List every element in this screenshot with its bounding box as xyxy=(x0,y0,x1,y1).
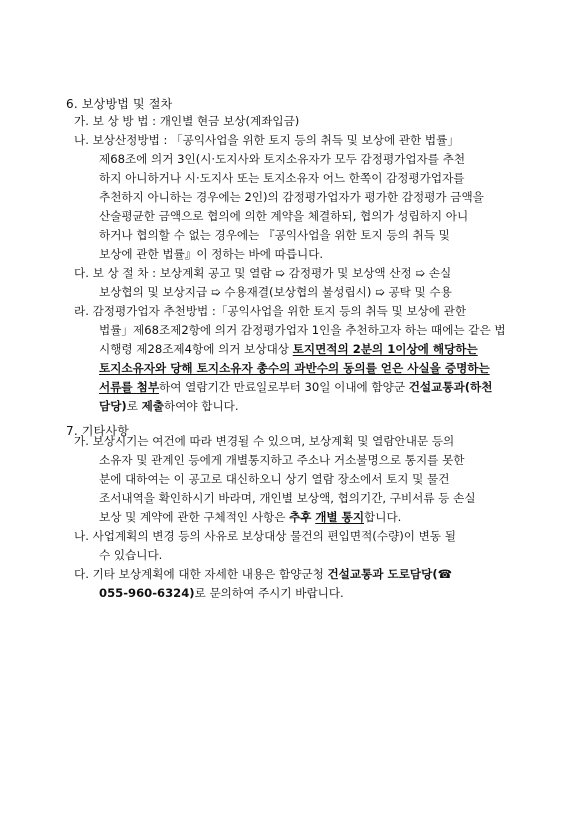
section-6-item-ga: 가. 보 상 방 법 : 개인별 현금 보상(계좌입금) xyxy=(74,114,300,128)
section-7-title: 7. 기타사항 xyxy=(66,424,130,438)
section-6-item-da-line-2: 보상협의 및 보상지급 ➯ 수용재결(보상협의 불성립시) ➯ 공탁 및 수용 xyxy=(99,285,452,299)
section-7-item-da-line-1 xyxy=(74,565,452,584)
da-line-2-text: 로 문의하여 주시기 바랍니다. xyxy=(194,586,344,600)
section-6-item-na-line-1: 나. 보상산정방법 : 「공익사업을 위한 토지 등의 취득 및 보상에 관한 법률」 xyxy=(74,133,459,147)
ra-line-5-emphasis-a: 서류를 첨부 xyxy=(99,380,160,394)
section-6-item-ra-line-6 xyxy=(99,397,239,416)
ga-line-5-emphasis-a: 추후 xyxy=(289,510,312,524)
section-6-title: 6. 보상방법 및 절차 xyxy=(66,97,173,111)
section-7-item-na-line-2: 수 있습니다. xyxy=(99,548,163,562)
da-line-2-phone: 055-960-6324) xyxy=(99,586,195,600)
section-7-item-ga-line-3: 분에 대하여는 이 공고로 대신하오니 상기 열람 장소에서 토지 및 물건 xyxy=(99,472,450,486)
section-6-item-na-line-6: 하거나 협의할 수 없는 경우에는 『공익사업을 위한 토지 등의 취득 및 xyxy=(99,228,450,242)
section-6-item-na-line-4: 추천하지 아니하는 경우에는 2인)의 감정평가업자가 평가한 감정평가 금액을 xyxy=(99,190,484,204)
ra-line-3-text: 시행령 제28조제4항에 의거 보상대상 xyxy=(99,342,293,356)
ra-line-5-text: 하여 열람기간 만료일로부터 30일 이내에 함양군 xyxy=(159,380,409,394)
section-7-item-ga-line-2: 소유자 및 관계인 등에게 개별통지하고 주소나 거소불명으로 통지를 못한 xyxy=(99,453,465,467)
section-7-item-ga-line-1: 가. 보상시기는 여건에 따라 변경될 수 있으며, 보상계획 및 열람안내문 등의 xyxy=(74,434,455,448)
section-7-item-da-line-2 xyxy=(99,584,344,603)
section-6-item-na-line-5: 산술평균한 금액으로 협의에 의한 계약을 체결하되, 협의가 성립하지 아니 xyxy=(99,209,469,223)
section-6-item-na-line-7: 보상에 관한 법률』이 정하는 바에 따릅니다. xyxy=(99,247,324,261)
ra-line-5-emphasis-b: 건설교통과(하천 xyxy=(408,380,493,394)
ga-line-5-text: 보상 및 계약에 관한 구체적인 사항은 xyxy=(99,510,290,524)
section-7-item-na-line-1: 나. 사업계획의 변경 등의 사유로 보상대상 물건의 편입면적(수량)이 변동 될 xyxy=(74,529,456,543)
da-line-1-emphasis: 건설교통과 도로담당(☎ xyxy=(327,567,453,581)
ra-line-6-emphasis-a: 담당) xyxy=(99,399,127,413)
section-6-item-ra-line-2: 법률」제68조제2항에 의거 감정평가업자 1인을 추천하고자 하는 때에는 같은 법 xyxy=(99,323,506,337)
da-line-1-text: 다. 기타 보상계획에 대한 자세한 내용은 함양군청 xyxy=(74,567,328,581)
section-6-item-na-line-2: 제68조에 의거 3인(시·도지사와 토지소유자가 모두 감정평가업자를 추천 xyxy=(99,152,466,166)
section-6-item-na-line-3: 하지 아니하거나 시·도지사 또는 토지소유자 어느 한쪽이 감정평가업자를 xyxy=(99,171,465,185)
section-6-item-ra-line-3 xyxy=(99,340,478,359)
section-6-item-da-line-1: 다. 보 상 절 차 : 보상계획 공고 및 열람 ➯ 감정평가 및 보상액 산정 ➯ 손실 xyxy=(74,266,452,280)
section-6-item-ra-line-4: 토지소유자와 당해 토지소유자 총수의 과반수의 동의를 얻은 사실을 증명하는 xyxy=(99,361,490,375)
section-7-item-ga-line-5 xyxy=(99,508,401,527)
section-6-item-ra-line-5 xyxy=(99,378,492,397)
ra-line-6-text-a: 로 xyxy=(126,399,142,413)
ga-line-5-end: 합니다. xyxy=(364,510,402,524)
ra-line-6-emphasis-b: 제출 xyxy=(141,399,164,413)
section-6-item-ra-line-1: 라. 감정평가업자 추천방법 :「공익사업을 위한 토지 등의 취득 및 보상에 관한 xyxy=(74,304,467,318)
ra-line-3-emphasis: 토지면적의 2분의 1이상에 해당하는 xyxy=(292,342,478,356)
ga-line-5-emphasis-b: 개별 통지 xyxy=(315,510,365,524)
section-7-item-ga-line-4: 조서내역을 확인하시기 바라며, 개인별 보상액, 협의기간, 구비서류 등 손실 xyxy=(99,491,476,505)
ra-line-6-text-b: 하여야 합니다. xyxy=(164,399,239,413)
